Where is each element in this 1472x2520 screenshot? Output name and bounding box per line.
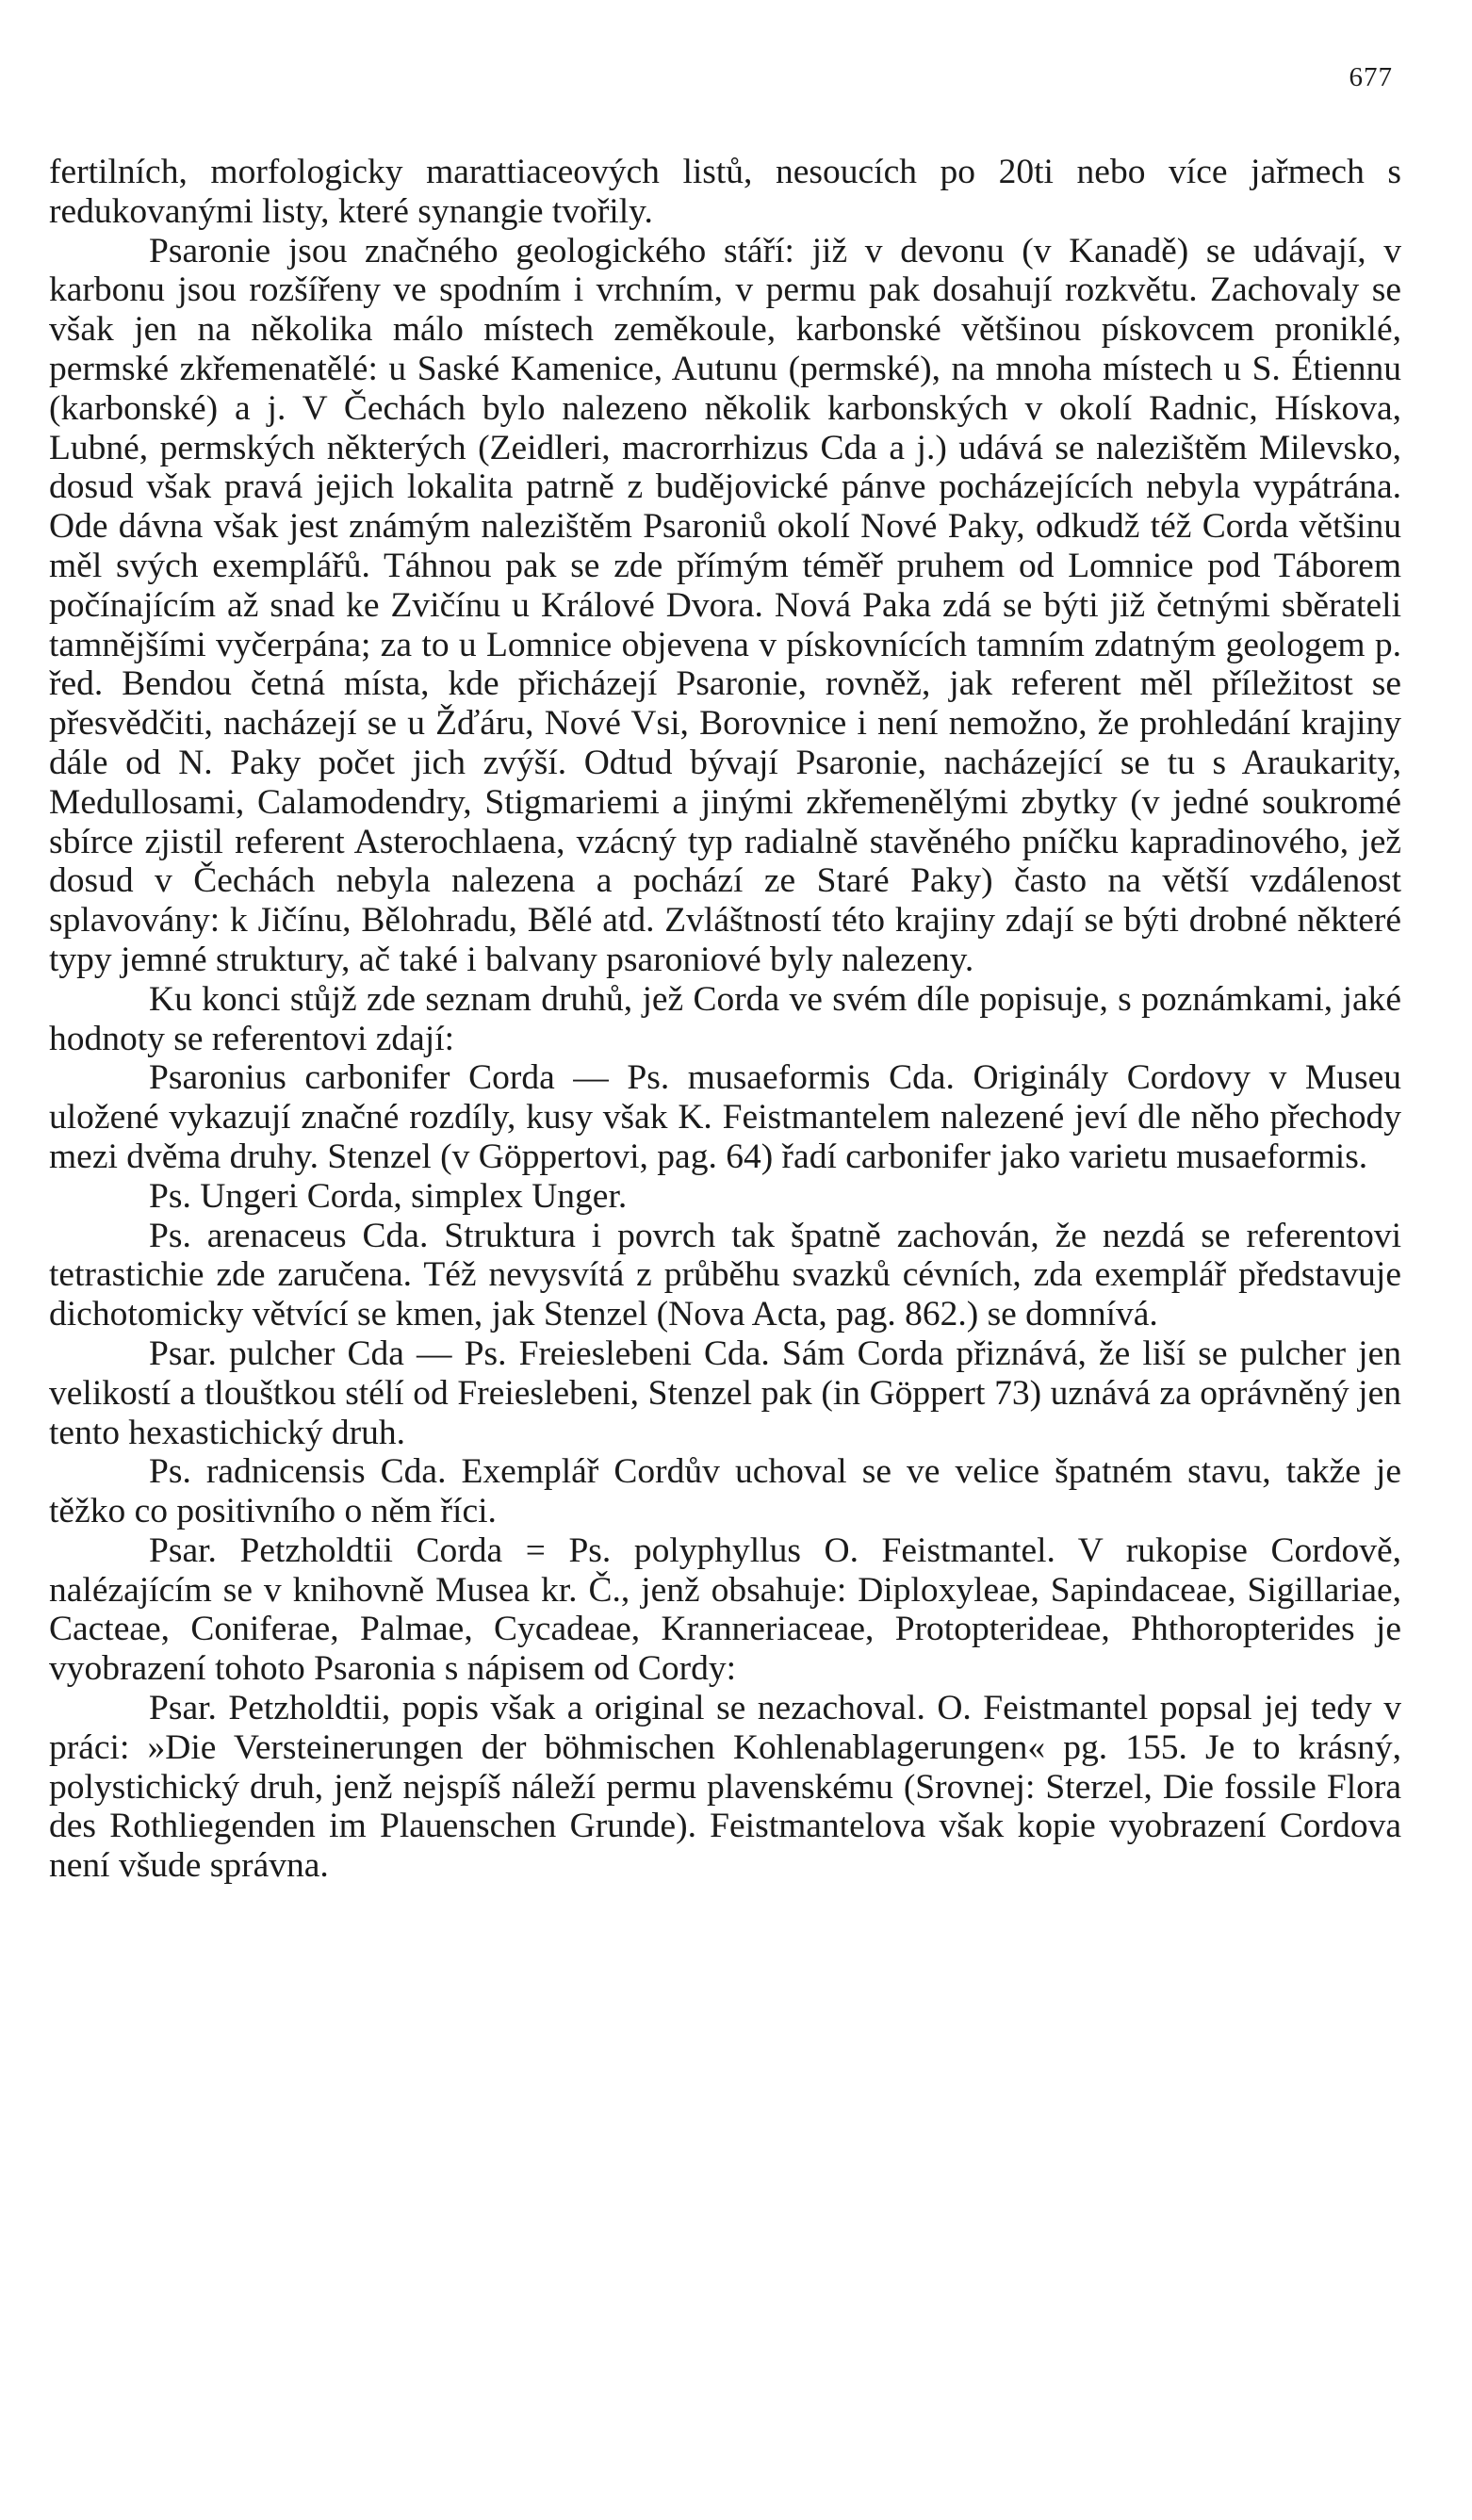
paragraph: Psaronie jsou značného geologického stáří: již v devonu (v Kanadě) se udávají, v karbonu jsou rozšířeny ve spodním i vrchním, v permu pak dosahují rozkvětu. Zachovaly se však jen na několika málo místech zeměkoule, karbonské většinou pískovcem proniklé, permské zkřemenatělé: u Saské Kamenice, Autunu (permské), na mnoha místech u S. Étiennu (karbonské) a j. V Čechách bylo nalezeno několik karbonských v okolí Radnic, Hískova, Lubné, permských některých (Zeidleri, macrorrhizus Cda a j.) udává se nalezištěm Milevsko, dosud však pravá jejich lokalita patrně z budějovické pánve pocházejících nebyla vypátrána. Ode dávna však jest známým nalezištěm Psaroniů okolí Nové Paky, odkudž též Corda většinu měl svých exemplářů. Táhnou pak se zde přímým téměř pruhem od Lomnice pod Táborem počínajícím až snad ke Zvičínu u Králové Dvora. Nová Paka zdá se býti již četnými sběrateli tamnějšími vyčerpána; za to u Lomnice objevena v pískovnících tamním zdatným geologem p. řed. Bendou četná místa, kde přicházejí Psaronie, rovněž, jak referent měl příležitost se přesvědčiti, nacházejí se u Žďáru, Nové Vsi, Borovnice i není nemožno, že prohledání krajiny dále od N. Paky počet jich zvýší. Odtud bývají Psaronie, nacházející se tu s Araukarity, Medullosami, Calamodendry, Stigmariemi a jinými zkřemenělými zbytky (v jedné soukromé sbírce zjistil referent Asterochlaena, vzácný typ radialně stavěného pníčku kapradinového, jež dosud v Čechách nebyla nalezena a pochází ze Staré Paky) často na větší vzdálenost splavovány: k Jičínu, Bělohradu, Bělé atd. Zvláštností této krajiny zdají se býti drobné některé typy jemné struktury, ač také i balvany psaroniové byly nalezeny. bbox=[49, 231, 1401, 979]
paragraph: Ps. Ungeri Corda, simplex Unger. bbox=[149, 1176, 628, 1216]
paragraph: Ps. arenaceus Cda. Struktura i povrch tak špatně zachován, že nezdá se referentovi tetrastichie zde zaručena. Též nevysvítá z průběhu svazků cévních, zda exemplář představuje dichotomicky větvící se kmen, jak Stenzel (Nova Acta, pag. 862.) se domnívá. bbox=[49, 1216, 1401, 1334]
paragraph: Psar. Petzholdtii, popis však a original se nezachoval. O. Feistmantel popsal jej tedy v práci: »Die Versteinerungen der böhmischen Kohlenablagerungen« pg. 155. Je to krásný, polystichický druh, jenž nejspíš náleží permu plavenskému (Srovnej: Sterzel, Die fossile Flora des Rothliegenden im Plauenschen Grunde). Feistmantelova však kopie vyobrazení Cordova není všude správna. bbox=[49, 1689, 1401, 1886]
paragraph: fertilních, morfologicky marattiaceových listů, nesoucích po 20ti nebo více jařmech s redukovanými listy, které synangie tvořily. bbox=[49, 153, 1401, 231]
page-number: 677 bbox=[1349, 62, 1393, 92]
body-text bbox=[49, 153, 1401, 1886]
paragraph: Psar. pulcher Cda — Ps. Freieslebeni Cda. Sám Corda přiznává, že liší se pulcher jen velikostí a tlouštkou stélí od Freieslebeni, Stenzel pak (in Göppert 73) uznává za oprávněný jen tento hexastichický druh. bbox=[49, 1334, 1401, 1452]
paragraph: Ku konci stůjž zde seznam druhů, jež Corda ve svém díle popisuje, s poznámkami, jaké hodnoty se referentovi zdají: bbox=[49, 979, 1401, 1058]
paragraph: Psaronius carbonifer Corda — Ps. musaeformis Cda. Originály Cordovy v Museu uložené vykazují značné rozdíly, kusy však K. Feistmantelem nalezené jeví dle něho přechody mezi dvěma druhy. Stenzel (v Göppertovi, pag. 64) řadí carbonifer jako varietu musaeformis. bbox=[49, 1058, 1401, 1176]
paragraph: Ps. radnicensis Cda. Exemplář Cordův uchoval se ve velice špatném stavu, takže je těžko co positivního o něm říci. bbox=[49, 1452, 1401, 1531]
paragraph: Psar. Petzholdtii Corda = Ps. polyphyllus O. Feistmantel. V rukopise Cordově, nalézajícím se v knihovně Musea kr. Č., jenž obsahuje: Diploxyleae, Sapindaceae, Sigillariae, Cacteae, Coniferae, Palmae, Cycadeae, Kranneriaceae, Protopterideae, Phthoropterides je vyobrazení tohoto Psaronia s nápisem od Cordy: bbox=[49, 1530, 1401, 1689]
